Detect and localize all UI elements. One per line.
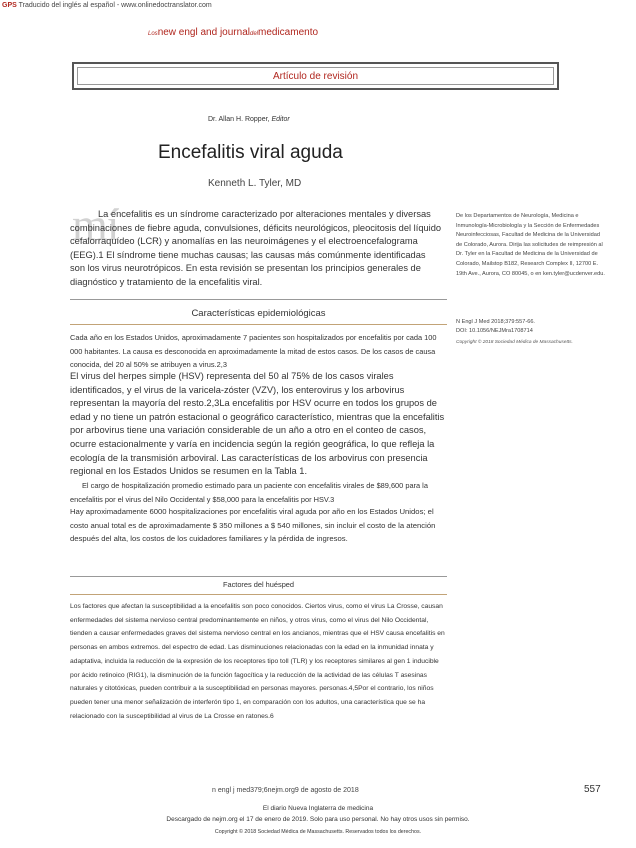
paragraph: El virus del herpes simple (HSV) representa del 50 al 75% de los casos virales identificados, y el virus de la varicela-zóster (VZV), los enterovirus y los arbovirus representan la mayoría del resto.2,3La encefalitis por HSV ocurre en todos los grupos de edad y no tiene un patrón estacional o geográfico característico, mientras que la encefalitis por arbovirus tiene una variación considerable de un año a otro en el conteo de casos, ocurre estacionalmente y varía en incidencia según la región geográfica, lo que refleja la ecología de la transmisión arboviral. Las características de los arbovirus con presencia regional en los Estados Unidos se resumen en la Tabla 1. (70, 371, 445, 477)
journal-mid: del (249, 31, 258, 37)
translator-logo: GPS (2, 2, 17, 9)
article-abstract: La encefalitis es un síndrome caracterizado por alteraciones mentales y diversas combinaciones de fiebre aguda, convulsiones, déficits neurológicos, pleocitosis del líquido cefalorraquídeo (LCR) y anomalías en las neuroimágenes y el electroencefalograma (EEG).1 El síndrome tiene muchas causas; las causas más comúnmente identificadas son los virus neurotrópicos. En esta revisión se presentan los principios generales de diagnóstico y tratamiento de la encefalitis viral. (70, 209, 442, 287)
section-rule-bottom (70, 594, 447, 595)
section-heading-epidemiology: Características epidemiológicas (191, 308, 326, 319)
paragraph: El cargo de hospitalización promedio estimado para un paciente con encefalitis virales de $89,600 para la encefalitis por el virus del Nilo Occidental y $58,000 para la encefalitis por HSV.3 (70, 481, 428, 504)
journal-name-part-b: medicamento (258, 27, 319, 38)
editor-role: Editor (271, 116, 290, 123)
footer-download-notice: Descargado de nejm.org el 17 de enero de 2019. Solo para uso personal. No hay otros usos sin permiso. (166, 816, 470, 823)
article-author: Kenneth L. Tyler, MD (208, 178, 302, 189)
paragraph: Los factores que afectan la susceptibilidad a la encefalitis son poco conocidos. Ciertos virus, como el virus La Crosse, causan enfermedades del sistema nervioso central predominantemente en niños, y otros virus, como el virus del Nilo Occidental, tienden a causar enfermedades graves del sistema nervioso central en los ancianos, mientras que el HSV causa encefalitis en personas en ambos extremos. del espectro de edad. Las disminuciones relacionadas con la edad en la inmunidad innata y adaptativa, incluida la reducción de la expresión de los receptores tipo toll (TLR) y los receptores similares al gen 1 inducible por ácido retinoico (RIG1), la disminución de la función fagocítica y la reducción de la actividad de las células T asesinas naturales y citotóxicas, pueden contribuir a la susceptibilidad en personas mayores. personas.4,5Por el contrario, los niños pueden tener una menor señalización de interferón tipo 1, en comparación con los adultos, una característica que se ha relacionado con la susceptibilidad al virus de La Crosse en ratones.6 (70, 603, 445, 720)
editor-line (208, 116, 290, 123)
side-copyright: Copyright © 2018 Sociedad Médica de Massachusetts. (456, 340, 573, 345)
section-rule-bottom (70, 324, 447, 325)
journal-prefix: Los (148, 31, 158, 37)
paragraph: Hay aproximadamente 6000 hospitalizaciones por encefalitis viral aguda por año en los Estados Unidos; el costo anual total es de aproximadamente $ 350 millones a $ 540 millones, sin incluir el costo de la atención después del alta, los costos de los cuidadores familiares y la pérdida de ingresos. (70, 507, 436, 544)
journal-name (148, 27, 318, 38)
editor-name: Dr. Allan H. Ropper, (208, 116, 270, 123)
watermark-text: mí (72, 199, 119, 250)
section-rule-top (70, 576, 447, 577)
section-rule-top (70, 299, 447, 300)
article-type-label: Artículo de revisión (272, 71, 359, 82)
translation-banner-text: Traducido del inglés al español - www.onlinedoctranslator.com (18, 2, 212, 9)
translation-banner (2, 2, 212, 9)
footer-journal-title: El diario Nueva Inglaterra de medicina (262, 805, 374, 812)
citation-reference: N Engl J Med 2018;379:557-66. (456, 319, 535, 325)
author-affiliation: De los Departamentos de Neurología, Medicina e Inmunología-Microbiología y la Sección de Enfermedades Neuroinfecciosas, Facultad de Medicina de la Universidad de Colorado, Aurora. Dirija las solicitudes de reimpresión al Dr. Tyler en la Facultad de Medicina de la Universidad de Colorado, Mailstop B182, Research Complex II, 12700 E. 19th Ave., Aurora, CO 80045, o en ken.tyler@ucdenver.edu. (456, 213, 605, 277)
paragraph: Cada año en los Estados Unidos, aproximadamente 7 pacientes son hospitalizados por encefalitis por cada 100 000 habitantes. La causa es desconocida en aproximadamente la mitad de estos casos. De los casos de causa conocida, del 20 al 50% se atribuyen a virus.2,3 (70, 333, 437, 370)
section-heading-host-factors: Factores del huésped (222, 580, 295, 589)
citation-doi[interactable]: DOI: 10.1056/NEJMra1708714 (456, 328, 533, 335)
page-number: 557 (584, 784, 601, 795)
citation-block (456, 318, 606, 337)
article-title: Encefalitis viral aguda (158, 142, 343, 163)
footer-copyright: Copyright © 2018 Sociedad Médica de Massachusetts. Reservados todos los derechos. (214, 829, 422, 835)
journal-name-part-a: new engl and journal (157, 27, 250, 38)
footer-journal-issue: n engl j med379;6nejm.org9 de agosto de 2018 (212, 787, 359, 794)
